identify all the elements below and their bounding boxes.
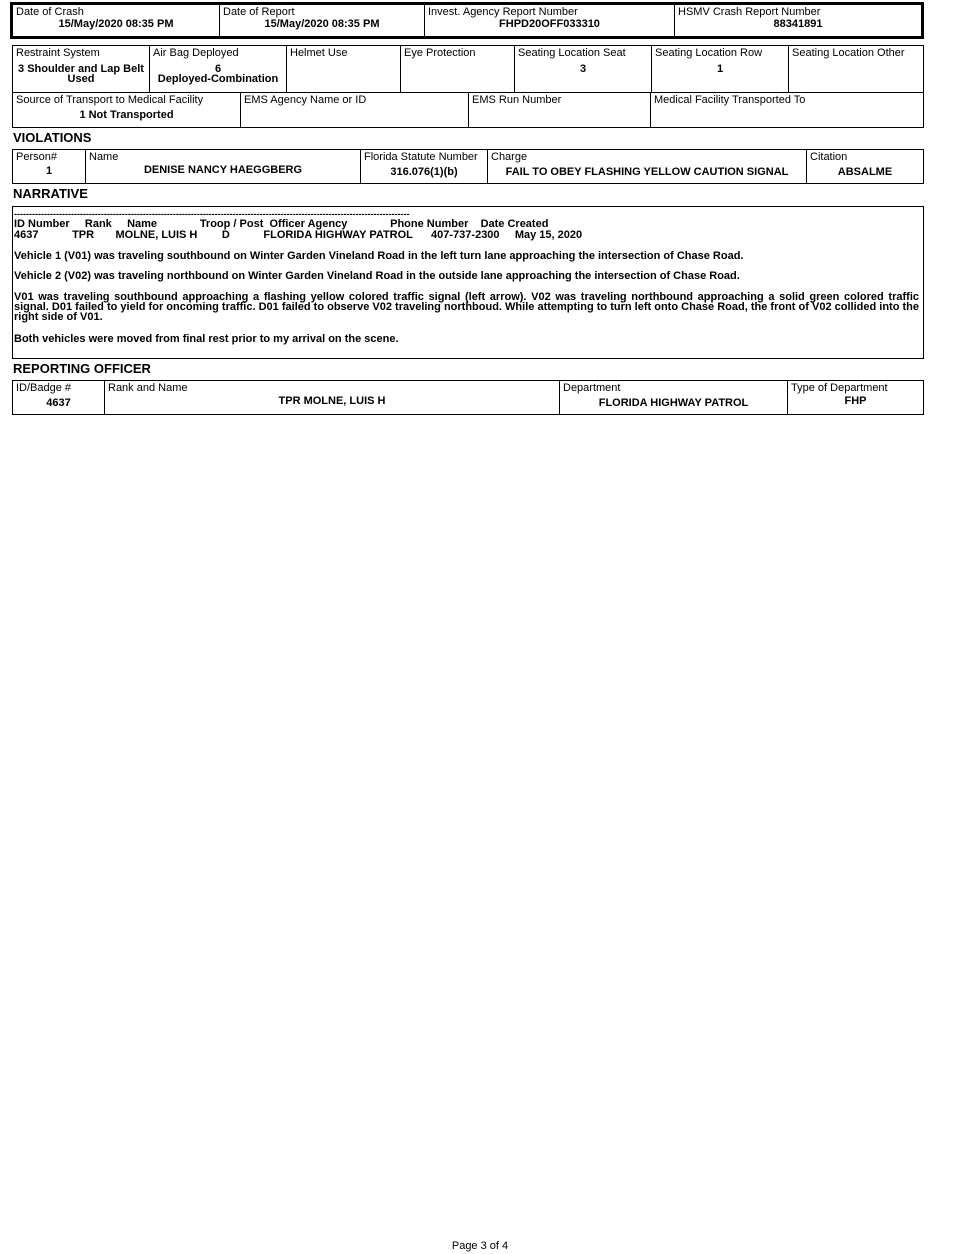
seat-label: Seating Location Seat <box>518 47 626 59</box>
airbag-value-line2: Deployed-Combination <box>157 73 279 85</box>
occupant-row-2 <box>12 92 924 128</box>
statute-label: Florida Statute Number <box>364 151 478 163</box>
agency-report-value: FHPD20OFF033310 <box>499 18 600 30</box>
rank-name-label: Rank and Name <box>108 382 188 394</box>
helmet-use-cell <box>287 46 401 92</box>
helmet-use-label: Helmet Use <box>290 47 348 59</box>
reporting-officer-heading: REPORTING OFFICER <box>13 361 151 376</box>
department-type-cell <box>788 381 923 414</box>
restraint-system-cell <box>13 46 150 92</box>
citation-value: ABSALME <box>837 166 893 178</box>
person-number-label: Person# <box>16 151 57 163</box>
eye-protection-label: Eye Protection <box>404 47 476 59</box>
transport-source-label: Source of Transport to Medical Facility <box>16 94 204 106</box>
date-of-crash-cell <box>13 5 220 36</box>
statute-value: 316.076(1)(b) <box>390 166 458 178</box>
date-of-crash-label: Date of Crash <box>16 6 84 18</box>
narrative-paragraph-2: Vehicle 2 (V02) was traveling northbound on Winter Garden Vineland Road in the outside lane approaching the intersection of Chase Road. <box>14 270 740 282</box>
violations-row <box>12 149 924 184</box>
rank-name-value: TPR MOLNE, LUIS H <box>278 395 386 407</box>
narrative-paragraph-4: Both vehicles were moved from final rest prior to my arrival on the scene. <box>14 333 399 345</box>
date-of-report-label: Date of Report <box>223 6 295 18</box>
page-number: Page 3 of 4 <box>451 1240 509 1252</box>
citation-label: Citation <box>810 151 848 163</box>
ems-agency-label: EMS Agency Name or ID <box>244 94 367 106</box>
medical-facility-label: Medical Facility Transported To <box>654 94 806 106</box>
airbag-value-line1: 6 <box>214 63 222 75</box>
violator-name-label: Name <box>89 151 119 163</box>
airbag-cell <box>150 46 287 92</box>
violator-name-value: DENISE NANCY HAEGGBERG <box>143 164 303 176</box>
citation-cell <box>807 150 923 183</box>
row-value: 1 <box>716 63 724 75</box>
agency-report-label: Invest. Agency Report Number <box>428 6 578 18</box>
crash-header-box <box>10 2 924 39</box>
charge-label: Charge <box>491 151 528 163</box>
seating-other-label: Seating Location Other <box>792 47 905 59</box>
hsmv-value: 88341891 <box>773 18 823 30</box>
hsmv-cell <box>675 5 921 36</box>
department-label: Department <box>563 382 621 394</box>
seat-value: 3 <box>579 63 587 75</box>
narrative-divider: ------------------------------------------------------------------------------------------------------------------------------------ <box>14 209 410 219</box>
agency-report-cell <box>425 5 675 36</box>
transport-source-cell <box>13 93 241 127</box>
medical-facility-cell <box>651 93 923 127</box>
narrative-paragraph-3: V01 was traveling southbound approaching a flashing yellow colored traffic signal (left arrow). V02 was traveling northbound approaching a solid green colored traffic signal. D01 failed to yield for oncoming traffic. D01 failed to observe V02 traveling northboud. While attempting to turn left onto Chase Road, the front of V02 collided into the right side of V01. <box>14 291 919 323</box>
narrative-heading: NARRATIVE <box>13 186 88 201</box>
department-cell <box>560 381 788 414</box>
occupant-row-1 <box>12 45 924 93</box>
restraint-system-label: Restraint System <box>16 47 100 59</box>
seating-other-cell <box>789 46 923 92</box>
department-value: FLORIDA HIGHWAY PATROL <box>598 397 749 409</box>
department-type-label: Type of Department <box>791 382 888 394</box>
date-of-report-cell <box>220 5 425 36</box>
ems-run-cell <box>469 93 651 127</box>
charge-value: FAIL TO OBEY FLASHING YELLOW CAUTION SIGNAL <box>505 166 789 178</box>
narrative-column-values: 4637 TPR MOLNE, LUIS H D FLORIDA HIGHWAY PATROL 407-737-2300 May 15, 2020 <box>14 229 583 241</box>
badge-value: 4637 <box>46 397 71 409</box>
ems-agency-cell <box>241 93 469 127</box>
row-label: Seating Location Row <box>655 47 763 59</box>
airbag-label: Air Bag Deployed <box>153 47 239 59</box>
row-cell <box>652 46 789 92</box>
date-of-report-value: 15/May/2020 08:35 PM <box>264 18 380 30</box>
person-number-value: 1 <box>46 165 53 177</box>
badge-label: ID/Badge # <box>16 382 72 394</box>
badge-cell <box>13 381 105 414</box>
restraint-system-value-line1: 3 Shoulder and Lap Belt <box>18 63 144 75</box>
seat-cell <box>515 46 652 92</box>
date-of-crash-value: 15/May/2020 08:35 PM <box>58 18 174 30</box>
transport-source-value: 1 Not Transported <box>79 109 174 121</box>
violations-heading: VIOLATIONS <box>13 130 92 145</box>
ems-run-label: EMS Run Number <box>472 94 562 106</box>
charge-cell <box>488 150 807 183</box>
hsmv-label: HSMV Crash Report Number <box>678 6 821 18</box>
eye-protection-cell <box>401 46 515 92</box>
reporting-officer-row <box>12 380 924 415</box>
violator-name-cell <box>86 150 361 183</box>
person-number-cell <box>13 150 86 183</box>
narrative-column-header: ID Number Rank Name Troop / Post Officer Agency Phone Number Date Created <box>14 218 549 230</box>
restraint-system-value-line2: Used <box>67 73 95 85</box>
statute-cell <box>361 150 488 183</box>
narrative-paragraph-1: Vehicle 1 (V01) was traveling southbound on Winter Garden Vineland Road in the left turn lane approaching the intersection of Chase Road. <box>14 250 744 262</box>
rank-name-cell <box>105 381 560 414</box>
department-type-value: FHP <box>844 395 867 407</box>
